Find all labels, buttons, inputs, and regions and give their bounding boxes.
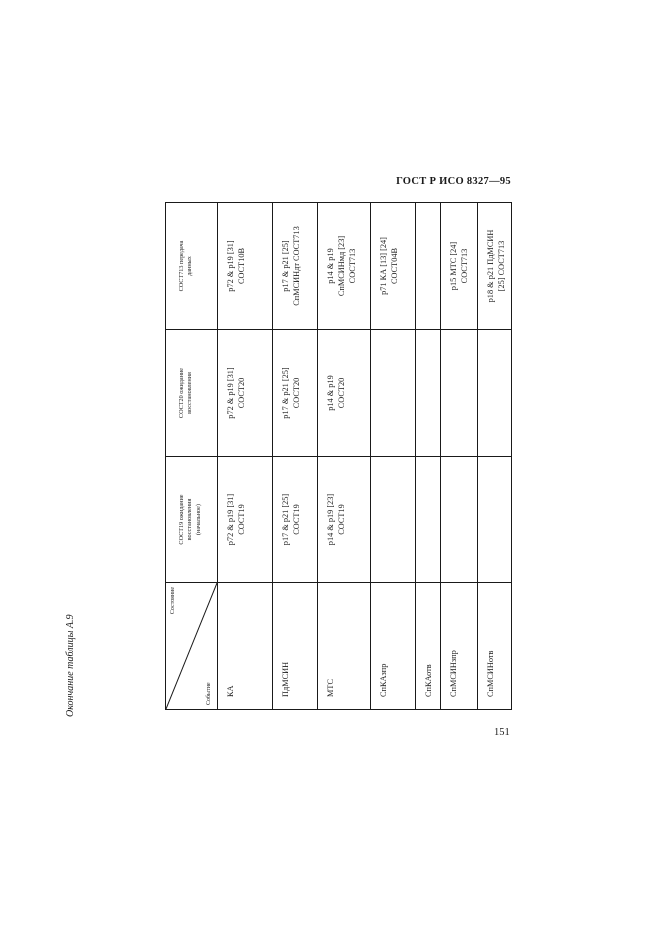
table-cell	[416, 203, 441, 330]
table-cell	[371, 203, 416, 330]
cell-line: p18 & p21 ПдМСИН	[486, 229, 495, 303]
table-cell	[218, 203, 273, 330]
table-header-row	[166, 203, 218, 710]
table-cell	[371, 457, 416, 583]
event-cell: КА	[218, 583, 273, 710]
cell-line: p72 & p19 [31]	[226, 367, 235, 419]
table-caption: Окончание таблицы А.9	[65, 614, 76, 717]
event-cell: СпМСИНзпр	[441, 583, 478, 710]
cell-line: p14 & p19 [23]	[326, 493, 335, 546]
table-row	[371, 203, 416, 710]
cell-line: p72 & p19 [31]	[226, 493, 235, 546]
table-cell	[318, 203, 371, 330]
cell-line: СпМСИНмд [23]	[336, 235, 346, 297]
cell-line: СОСТ19	[291, 504, 301, 535]
cell-line: СОСТ20	[336, 377, 346, 409]
column-header-line: восстановления	[186, 498, 194, 541]
column-header-line: (начальное)	[194, 504, 202, 535]
cell-line: p14 & p19	[326, 248, 335, 284]
table-cell	[218, 457, 273, 583]
event-cell: СпКАотв	[416, 583, 441, 710]
event-cell: МТС	[318, 583, 371, 710]
table-row	[318, 203, 371, 710]
rotated-table-container	[165, 203, 511, 710]
table-cell	[478, 203, 512, 330]
table-cell	[273, 203, 318, 330]
cell-line: СОСТ713	[347, 248, 357, 284]
cell-line: СОСТ04В	[389, 247, 399, 285]
column-header-line: СОСТ20 ожидание	[178, 367, 185, 419]
column-header-line: СОСТ713 передача	[178, 240, 185, 292]
table-cell	[441, 457, 478, 583]
cell-line: СОСТ19	[336, 504, 346, 535]
cell-line: СпМСИНдт СОСТ713	[291, 226, 301, 306]
column-header-line: восстановления	[186, 372, 194, 414]
event-cell: СпМСИНотв	[478, 583, 512, 710]
page-number: 151	[494, 727, 510, 738]
corner-event-label: Событие	[205, 682, 212, 705]
column-header	[166, 203, 218, 330]
corner-cell	[166, 583, 218, 710]
column-header-line: данных	[186, 256, 194, 276]
cell-line: СОСТ10В	[236, 247, 246, 285]
table-cell	[441, 203, 478, 330]
document-code: ГОСТ Р ИСО 8327—95	[396, 176, 511, 187]
table-row	[273, 203, 318, 710]
table-row	[441, 203, 478, 710]
table-cell	[218, 330, 273, 457]
cell-line: СОСТ19	[236, 504, 246, 535]
table-cell	[273, 330, 318, 457]
cell-line: p15 МТС [24]	[449, 241, 458, 291]
table-row	[478, 203, 512, 710]
event-cell: ПдМСИН	[273, 583, 318, 710]
table-cell	[273, 457, 318, 583]
table-cell	[371, 330, 416, 457]
cell-line: p71 КА [13] [24]	[379, 237, 388, 295]
table-row	[218, 203, 273, 710]
cell-line: [25] СОСТ713	[496, 240, 506, 292]
table-row	[416, 203, 441, 710]
table-cell	[416, 330, 441, 457]
table-cell	[478, 457, 512, 583]
cell-line: p17 & p21 [25]	[281, 493, 290, 546]
corner-state-label: Состояние	[170, 587, 176, 615]
cell-line: СОСТ20	[236, 377, 246, 409]
column-header	[166, 457, 218, 583]
cell-line: p14 & p19	[326, 375, 335, 411]
column-header-line: СОСТ19 ожидание	[178, 494, 185, 545]
table-cell	[416, 457, 441, 583]
cell-line: p17 & p21 [25]	[281, 367, 290, 419]
cell-line: СОСТ713	[459, 248, 469, 284]
table-cell	[318, 457, 371, 583]
table-cell	[478, 330, 512, 457]
cell-line: СОСТ20	[291, 377, 301, 409]
state-transition-table	[165, 202, 512, 710]
table-cell	[318, 330, 371, 457]
column-header	[166, 330, 218, 457]
cell-line: p17 & p21 [25]	[281, 240, 290, 292]
event-cell: СпКАзпр	[371, 583, 416, 710]
table-cell	[441, 330, 478, 457]
cell-line: p72 & p19 [31]	[226, 240, 235, 292]
